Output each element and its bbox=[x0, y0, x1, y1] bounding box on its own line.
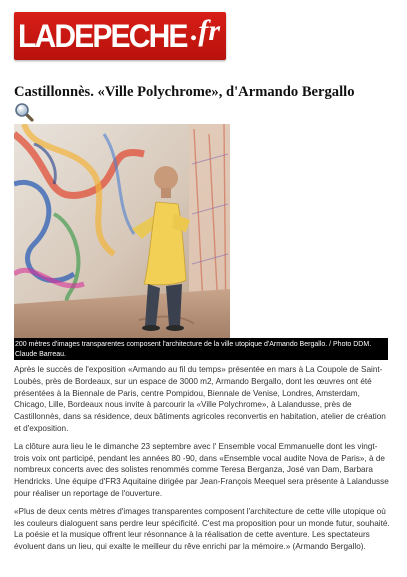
logo-suffix: .fr bbox=[190, 14, 220, 47]
site-logo[interactable] bbox=[14, 12, 226, 60]
photo-caption: 200 mètres d'images transparentes composent l'architecture de la ville utopique d'Armando Bergallo. / Photo DDM. Claude Barreau. bbox=[14, 338, 388, 360]
magnifier-icon[interactable] bbox=[14, 102, 34, 122]
article-photo bbox=[14, 124, 230, 338]
logo-wordmark: LADEPECHE bbox=[18, 18, 187, 54]
article-paragraph: Après le succès de l'exposition «Armando au fil du temps» présentée en mars à La Coupole de Saint-Loubès, près de Bordeaux, sur un espace de 3000 m2, Armando Bergallo, dont les œuvres ont été présentées à la Biennale de Paris, centre Pompidou, Biennale de Venise, Londres, Amsterdam, Chicago, Lille, Bordeaux nous invite à parcourir la «Ville Polychrome», à Lalandusse, près de Castillonnès, dans sa résidence, deux bâtiments agricoles reconvertis en habitation, atelier de création et d'exposition. bbox=[14, 365, 386, 433]
article-paragraph: La clôture aura lieu le le dimanche 23 septembre avec l' Ensemble vocal Emmanuelle dont les vingt-trois voix ont participé, pendant les années 80 -90, dans «Ensemble vocal audite Nova de Paris», à de nombreux concerts avec des solistes renommés comme Teresa Berganza, José van Dam, Barbara Hendricks. Une équipe d'FR3 Aquitaine dirigée par Jean-François Meequel sera présente à Lalandusse pour réaliser un reportage de l'ouverture. bbox=[14, 441, 389, 498]
article-title: Castillonnès. «Ville Polychrome», d'Armando Bergallo bbox=[14, 84, 355, 100]
article-paragraph: «Plus de deux cents mètres d'images transparentes composent l'architecture de cette ville utopique où les couleurs dialoguent sans perdre leur spécificité. C'est ma proposition pour un monde futur, souhaité. La poésie et la musique offrent leur résonnance à la réalisation de cette aventure. Les spectateurs évoluent dans un lieu, qui exalte le meilleur du rêve enrichi par la mémoire.» (Armando Bergallo). bbox=[14, 506, 390, 552]
article-body bbox=[14, 364, 390, 559]
